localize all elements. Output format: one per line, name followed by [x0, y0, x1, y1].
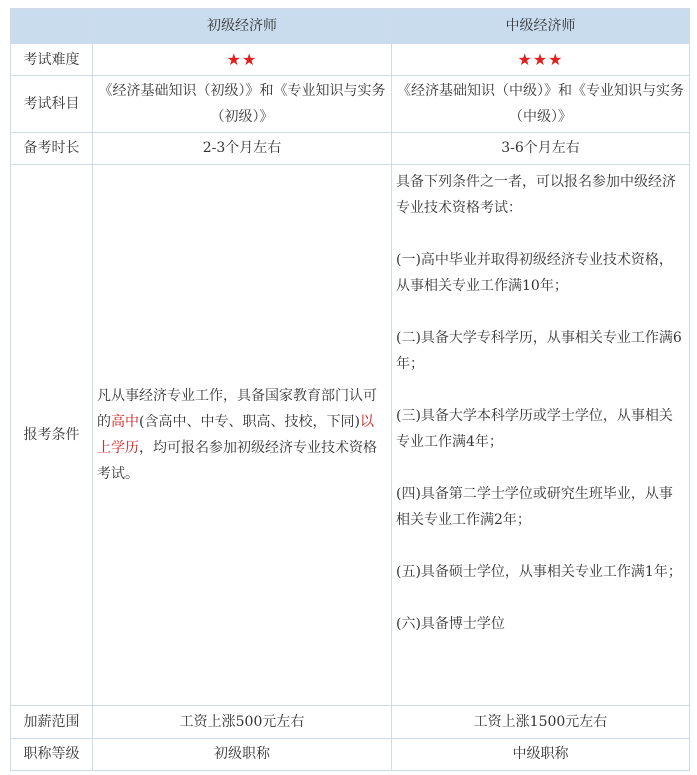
difficulty-stars-intermediate: ★★★ [392, 44, 690, 76]
requirements-junior-highlight-degree: 以上学历 [97, 414, 374, 457]
header-junior-economist: 初级经济师 [93, 9, 392, 44]
requirements-junior-text-1: 凡从事经济专业工作，具备国家教育部门认可的 [97, 388, 377, 431]
requirement-item: (五)具备硕士学位，从事相关专业工作满1年； [396, 564, 682, 581]
difficulty-stars-junior: ★★ [93, 44, 392, 76]
requirement-item: (六)具备博士学位 [396, 616, 505, 633]
row-label: 职称等级 [11, 738, 93, 770]
row-prep-time [11, 132, 690, 164]
header-row [11, 9, 690, 44]
salary-junior: 工资上涨500元左右 [93, 706, 392, 738]
requirements-junior-text-2: (含高中、中专、职高、技校，下同) [139, 414, 360, 431]
header-intermediate-economist: 中级经济师 [392, 9, 690, 44]
row-label: 备考时长 [11, 132, 93, 164]
prep-time-junior: 2-3个月左右 [93, 132, 392, 164]
row-label: 考试科目 [11, 76, 93, 133]
subjects-junior: 《经济基础知识（初级）》和《专业知识与实务（初级）》 [93, 76, 392, 133]
header-corner [11, 9, 93, 44]
prep-time-intermediate: 3-6个月左右 [392, 132, 690, 164]
row-salary [11, 706, 690, 738]
row-label: 考试难度 [11, 44, 93, 76]
row-requirements [11, 165, 690, 706]
salary-intermediate: 工资上涨1500元左右 [392, 706, 690, 738]
row-title-level [11, 738, 690, 770]
row-label: 加薪范围 [11, 706, 93, 738]
requirements-junior-highlight-highschool: 高中 [111, 414, 139, 431]
row-label: 报考条件 [11, 165, 93, 706]
row-difficulty [11, 44, 690, 76]
comparison-table [10, 8, 690, 771]
requirement-item: (二)具备大学专科学历，从事相关专业工作满6年； [396, 330, 682, 373]
requirement-item: (一)高中毕业并取得初级经济专业技术资格，从事相关专业工作满10年； [396, 252, 673, 295]
requirement-item: (四)具备第二学士学位或研究生班毕业，从事相关专业工作满2年； [396, 486, 673, 529]
requirements-junior-text-3: ，均可报名参加初级经济专业技术资格考试。 [97, 440, 377, 483]
requirements-intro: 具备下列条件之一者，可以报名参加中级经济专业技术资格考试： [396, 174, 676, 217]
subjects-intermediate: 《经济基础知识（中级）》和《专业知识与实务（中级）》 [392, 76, 690, 133]
title-level-junior: 初级职称 [93, 738, 392, 770]
requirements-junior [93, 165, 392, 706]
row-subjects [11, 76, 690, 133]
requirement-item: (三)具备大学本科学历或学士学位，从事相关专业工作满4年； [396, 408, 673, 451]
title-level-intermediate: 中级职称 [392, 738, 690, 770]
requirements-intermediate [392, 165, 690, 706]
